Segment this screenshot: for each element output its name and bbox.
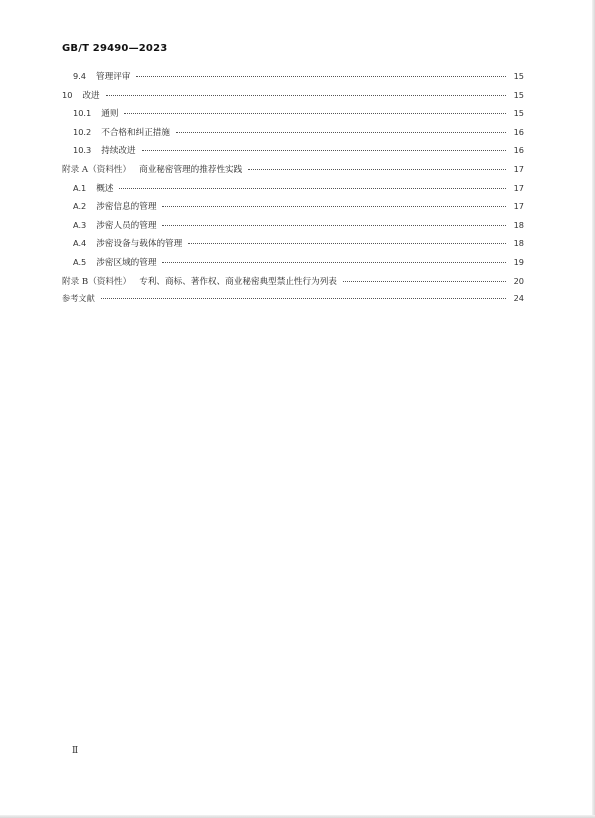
- toc-entry-title: 专利、商标、著作权、商业秘密典型禁止性行为列表: [139, 276, 337, 287]
- page-number: Ⅱ: [72, 746, 79, 756]
- toc-entry-page: 16: [513, 145, 524, 156]
- toc-entry-number: 附录 B（资料性）: [62, 276, 132, 287]
- dot-leader: [343, 281, 506, 282]
- toc-entry-title: 通则: [101, 109, 119, 120]
- toc-entry-title: 涉密人员的管理: [96, 220, 157, 231]
- dot-leader: [136, 76, 506, 77]
- toc-entry[interactable]: [62, 275, 524, 294]
- toc-entry-title: 涉密信息的管理: [96, 202, 157, 213]
- toc-entry-page: 20: [513, 275, 524, 286]
- dot-leader: [162, 206, 506, 207]
- toc-entry-number: A.3: [73, 219, 87, 230]
- toc-entry-number: 10: [62, 89, 73, 100]
- toc-entry-number: 9.4: [73, 71, 87, 81]
- toc-entry[interactable]: [62, 107, 524, 126]
- toc-entry-page: 18: [513, 238, 524, 249]
- toc-entry-title: 涉密区域的管理: [96, 257, 157, 268]
- toc-entry-page: 17: [513, 163, 524, 174]
- toc-entry[interactable]: [62, 70, 524, 89]
- toc-entry[interactable]: [62, 256, 524, 275]
- toc-entry-page: 17: [513, 201, 524, 212]
- dot-leader: [162, 225, 506, 226]
- toc-entry-title: 持续改进: [101, 146, 136, 157]
- toc-entry[interactable]: [62, 89, 524, 108]
- toc-entry-number: A.2: [73, 201, 87, 212]
- toc-entry-number: A.1: [73, 182, 87, 193]
- toc-entry-title: 涉密设备与载体的管理: [96, 239, 183, 250]
- toc-entry-number: 10.3: [73, 145, 92, 156]
- toc-entry-title: 商业秘密管理的推荐性实践: [139, 164, 243, 175]
- standard-code-header: GB/T 29490—2023: [62, 43, 168, 54]
- toc-entry-title: 管理评审: [96, 72, 131, 82]
- toc-entry-page: 24: [513, 293, 524, 304]
- toc-entry-title: 概述: [96, 183, 114, 194]
- toc-entry-title: 不合格和纠正措施: [101, 127, 170, 138]
- toc-entry-page: 18: [513, 219, 524, 230]
- toc-entry[interactable]: [62, 126, 524, 145]
- dot-leader: [101, 298, 506, 299]
- toc-entry[interactable]: [62, 163, 524, 182]
- toc-entry-number: 附录 A（资料性）: [62, 164, 132, 175]
- toc-entry-page: 19: [513, 256, 524, 267]
- dot-leader: [188, 243, 506, 244]
- dot-leader: [248, 169, 506, 170]
- toc-entry-number: A.5: [73, 256, 87, 267]
- toc-entry-page: 16: [513, 126, 524, 137]
- toc-entry-page: 17: [513, 182, 524, 193]
- dot-leader: [119, 188, 506, 189]
- toc-entry-title: 改进: [82, 90, 100, 101]
- toc-entry-page: 15: [513, 71, 524, 81]
- toc-entry[interactable]: [62, 293, 524, 312]
- toc-entry[interactable]: [62, 237, 524, 256]
- dot-leader: [142, 150, 506, 151]
- toc-entry[interactable]: [62, 200, 524, 219]
- toc-entry-number: 参考文献: [62, 293, 95, 304]
- toc-entry[interactable]: [62, 219, 524, 238]
- toc-entry[interactable]: [62, 144, 524, 163]
- dot-leader: [162, 262, 506, 263]
- toc-entry-page: 15: [513, 89, 524, 100]
- toc-entry-number: 10.2: [73, 126, 92, 137]
- dot-leader: [106, 95, 506, 96]
- table-of-contents: [62, 70, 524, 312]
- toc-entry-page: 15: [513, 108, 524, 119]
- toc-entry-number: A.4: [73, 238, 87, 249]
- toc-entry[interactable]: [62, 182, 524, 201]
- dot-leader: [176, 132, 506, 133]
- toc-entry-number: 10.1: [73, 108, 92, 119]
- dot-leader: [124, 113, 506, 114]
